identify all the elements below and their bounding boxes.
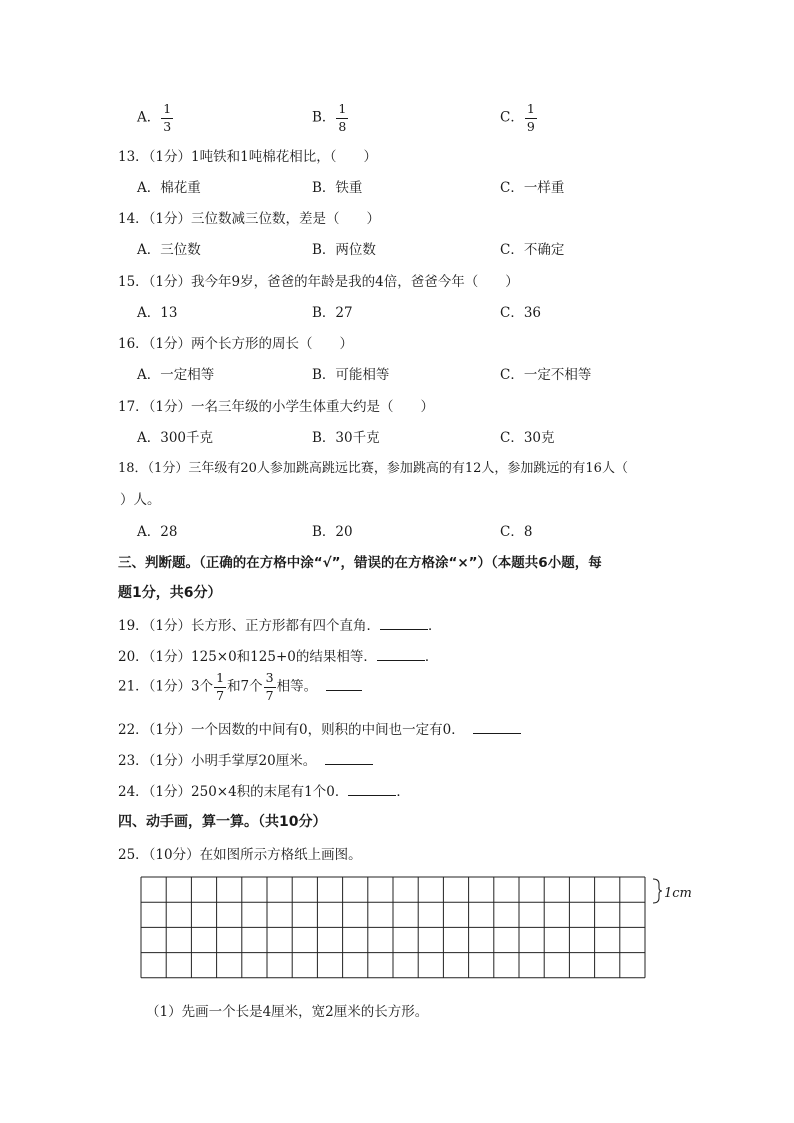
answer-blank[interactable]: [377, 648, 425, 661]
numerator: 1: [525, 103, 537, 119]
q18-stem-continuation: ）人。: [120, 492, 161, 508]
q14-option-a: A．三位数: [137, 242, 201, 258]
q13-option-a: A．棉花重: [137, 180, 201, 196]
q22: [118, 718, 521, 738]
q16-option-a: A．一定相等: [137, 367, 215, 383]
numerator: 3: [264, 672, 276, 688]
q12-option-b: [312, 103, 349, 133]
grid-cells: [141, 877, 645, 978]
q19-end: ．: [428, 618, 442, 634]
q16-option-c: C．一定不相等: [500, 367, 592, 383]
denominator: 7: [265, 687, 274, 703]
q20-end: ．: [424, 649, 439, 665]
q21-mid: 和7个: [227, 678, 263, 695]
q14-stem: 14．（1分）三位数减三位数，差是（ ）: [118, 211, 381, 227]
q12-option-b-label: B．: [312, 109, 336, 126]
q15-option-c: C．36: [500, 305, 542, 321]
numerator: 1: [336, 103, 348, 119]
q24: [118, 780, 410, 800]
answer-blank[interactable]: [380, 617, 428, 630]
q13-option-c: C．一样重: [500, 180, 565, 196]
q18-option-c: C．8: [500, 524, 533, 540]
fraction: [525, 103, 537, 133]
q13-option-b: B．铁重: [312, 180, 363, 196]
denominator: 7: [216, 687, 225, 703]
answer-blank[interactable]: [326, 678, 362, 691]
fraction: [161, 103, 173, 133]
q17-option-b: B．30千克: [312, 430, 380, 446]
denominator: 8: [338, 118, 347, 134]
q15-stem: 15．（1分）我今年9岁，爸爸的年龄是我的4倍，爸爸今年（ ）: [118, 274, 519, 290]
section3-heading-continuation: 题1分，共6分）: [118, 585, 222, 601]
unit-brace: [653, 879, 662, 903]
q23: [118, 749, 373, 769]
fraction: [214, 672, 226, 702]
q24-end: ．: [396, 784, 410, 800]
q19: [118, 614, 442, 634]
q22-text: 22．（1分）一个因数的中间有0，则积的中间也一定有0．: [118, 722, 465, 738]
q20-text: 20．（1分）125×0和125+0的结果相等．: [118, 649, 377, 665]
answer-blank[interactable]: [325, 752, 373, 765]
q19-text: 19．（1分）长方形、正方形都有四个直角．: [118, 618, 381, 634]
denominator: 9: [526, 118, 535, 134]
section3-heading: 三、判断题。（正确的在方格中涂“√”，错误的在方格涂“×”）（本题共6小题，每: [118, 555, 602, 571]
numerator: 1: [214, 672, 226, 688]
fraction: [264, 672, 276, 702]
q12-option-c-label: C．: [500, 109, 524, 126]
q17-option-a: A．300千克: [137, 430, 214, 446]
grid-unit-label: 1cm: [664, 886, 692, 901]
q12-option-a-label: A．: [137, 109, 161, 126]
answer-blank[interactable]: [473, 721, 521, 734]
q21-pre: 21．（1分）3个: [118, 678, 214, 695]
q12-option-c: [500, 103, 538, 133]
q13-stem: 13．（1分）1吨铁和1吨棉花相比，（ ）: [118, 149, 377, 165]
q21-post: 相等。: [276, 678, 318, 695]
q20: [118, 645, 438, 665]
q17-stem: 17．（1分）一名三年级的小学生体重大约是（ ）: [118, 399, 435, 415]
q14-option-c: C．不确定: [500, 242, 565, 258]
q16-option-b: B．可能相等: [312, 367, 390, 383]
numerator: 1: [161, 103, 173, 119]
q15-option-b: B．27: [312, 305, 353, 321]
q15-option-a: A．13: [137, 305, 178, 321]
q25-sub1: （1）先画一个长是4厘米，宽2厘米的长方形。: [146, 1004, 429, 1020]
q14-option-b: B．两位数: [312, 242, 376, 258]
square-grid-paper[interactable]: [140, 876, 692, 982]
q18-option-b: B．20: [312, 524, 353, 540]
q16-stem: 16．（1分）两个长方形的周长（ ）: [118, 336, 354, 352]
q23-text: 23．（1分）小明手掌厚20厘米。: [118, 753, 317, 769]
q25-stem: 25．（10分）在如图所示方格纸上画图。: [118, 847, 362, 863]
denominator: 3: [163, 118, 172, 134]
q12-option-a: [137, 103, 174, 133]
q18-stem: 18．（1分）三年级有20人参加跳高跳远比赛，参加跳高的有12人，参加跳远的有16人（: [118, 461, 628, 476]
answer-blank[interactable]: [348, 783, 396, 796]
q24-text: 24．（1分）250×4积的末尾有1个0．: [118, 784, 349, 800]
q21: [118, 672, 362, 702]
section4-heading: 四、动手画，算一算。（共10分）: [118, 814, 327, 830]
q17-option-c: C．30克: [500, 430, 555, 446]
q18-option-a: A．28: [137, 524, 178, 540]
fraction: [336, 103, 348, 133]
